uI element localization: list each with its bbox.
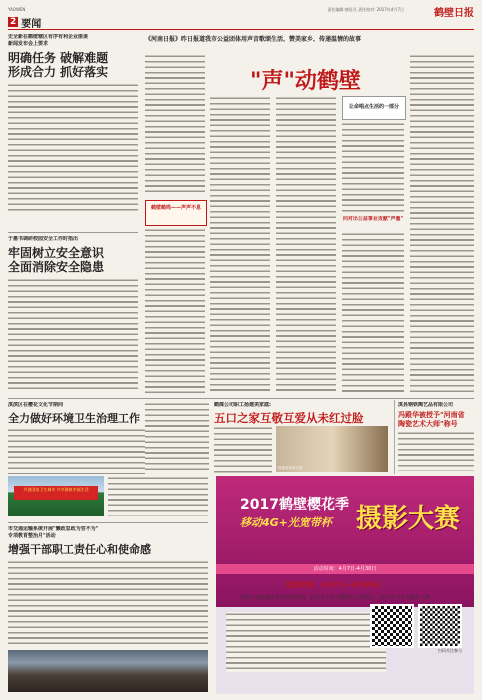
issue-info: 责任编辑:唐征凡 责任校对: 2017年4月7日: [327, 7, 404, 12]
feature-subhead-2: 鹤壁鹤鸣——声声不息: [150, 205, 201, 211]
story-6: [398, 402, 474, 474]
feature-pull-quote: [145, 200, 207, 226]
qr-code-icon[interactable]: [418, 604, 462, 648]
article-1-body: [8, 83, 138, 214]
section-label: [8, 16, 41, 28]
story-5-body-1: [214, 426, 272, 474]
article-4-headline: 增强干部职工责任心和使命感: [8, 543, 151, 556]
article-1-kicker: 史全新在鹤壁辖区有序有利企业座谈: [8, 34, 89, 40]
article-2: [8, 236, 138, 396]
story-5-body-0: [145, 402, 209, 474]
masthead: [8, 4, 474, 19]
feature-body-6: [342, 232, 404, 394]
qr-code-icon[interactable]: [370, 604, 414, 648]
article-4-photo: [8, 650, 208, 692]
article-4: [8, 526, 208, 694]
article-1-headline-a: 明确任务 破解难题: [8, 51, 109, 65]
ad-rules: [226, 612, 386, 672]
ad-brand: 移动4G+光宽带杯: [240, 516, 332, 529]
feature-body-7: [410, 54, 474, 394]
divider: [8, 522, 208, 523]
paper-name: 鹤壁日报: [434, 8, 474, 19]
feature-subhead-1: 让命唱点生活的一部分: [348, 104, 399, 110]
article-3-body-2: [108, 476, 208, 516]
article-4-body: [8, 560, 208, 646]
photo-banner: 共创国家卫生城市 共享健康幸福生活: [14, 486, 98, 500]
story-5-kicker: 鹤煤公司职工扬建美家庭:: [214, 402, 272, 408]
story-5-left: [145, 402, 209, 474]
story-5-headline: 五口之家互敬互爱从未红过脸: [214, 411, 364, 425]
ad-title: 摄影大赛: [356, 504, 461, 534]
story-6-headline-b: 陶瓷艺术大师"称号: [398, 420, 458, 428]
divider: [8, 232, 138, 233]
ad-activity-time: 活动时间：4月7日—4月30日: [286, 581, 381, 589]
feature-subhead-box-3: [342, 216, 404, 230]
feature-headline: "声"动鹤壁: [250, 69, 361, 94]
masthead-rule: [8, 29, 474, 30]
story-5-photo-caption: 杨建美家庭合影: [278, 466, 303, 470]
feature-body-4: [276, 96, 336, 394]
article-2-headline-a: 牢固树立安全意识: [8, 246, 105, 260]
section-number: 2: [10, 17, 17, 27]
feature-kicker-row: [145, 34, 475, 48]
story-6-body: [398, 431, 474, 471]
article-3-kicker: 淇滨区在樱花文化节期间: [8, 402, 64, 408]
ad-date-band: 活动时间：4月7日-4月30日: [216, 564, 474, 574]
article-2-kicker: 于惠书调研校园安全工作时指出: [8, 236, 79, 242]
article-2-headline-b: 全面消除安全隐患: [8, 260, 105, 274]
section-code: YAOWEN: [8, 7, 26, 12]
article-3-photo: [8, 476, 104, 516]
story-6-headline-a: 冯殿华被授予"河南省: [398, 411, 465, 419]
sakura-photo-contest-ad[interactable]: [216, 476, 474, 694]
story-5-photo: [276, 426, 388, 472]
divider: [394, 400, 395, 474]
article-1-kicker2: 新闻发布会上要求: [8, 41, 49, 47]
divider: [145, 398, 474, 399]
article-3-headline: 全力做好环境卫生治理工作: [8, 412, 140, 425]
feature-kicker: 《河南日报》昨日报道我市公益团体用声音歌颂生活、赞美家乡、传递温情的故事: [145, 36, 362, 43]
ad-description: 用镜头定格樱花季的美好时刻，您只需上传与樱花有关的照片，即可参与本次摄影大赛: [240, 595, 431, 601]
article-1: [8, 34, 138, 214]
section-name: 要闻: [21, 18, 42, 30]
feature-body-3: [210, 96, 270, 394]
ad-qr-caption: 扫码关注参与: [438, 648, 462, 653]
article-1-headline-b: 形成合力 抓好落实: [8, 65, 109, 79]
feature-subhead-box-1: [342, 96, 406, 120]
feature-body-2: [145, 228, 205, 394]
story-6-kicker: 淇县钢铁陶艺品有限公司: [398, 402, 454, 408]
feature-body-5: [342, 122, 404, 212]
ad-event: 2017鹤壁樱花季: [240, 497, 349, 513]
feature-subhead-3: 向对出公益事业贡献"声量": [342, 216, 404, 222]
article-4-kicker: 市交通运输系统开展"懒政怠政为官不为": [8, 526, 99, 532]
feature-body-1: [145, 54, 205, 194]
article-2-body: [8, 278, 138, 393]
article-4-kicker2: 专项教育整治月"活动: [8, 533, 56, 539]
